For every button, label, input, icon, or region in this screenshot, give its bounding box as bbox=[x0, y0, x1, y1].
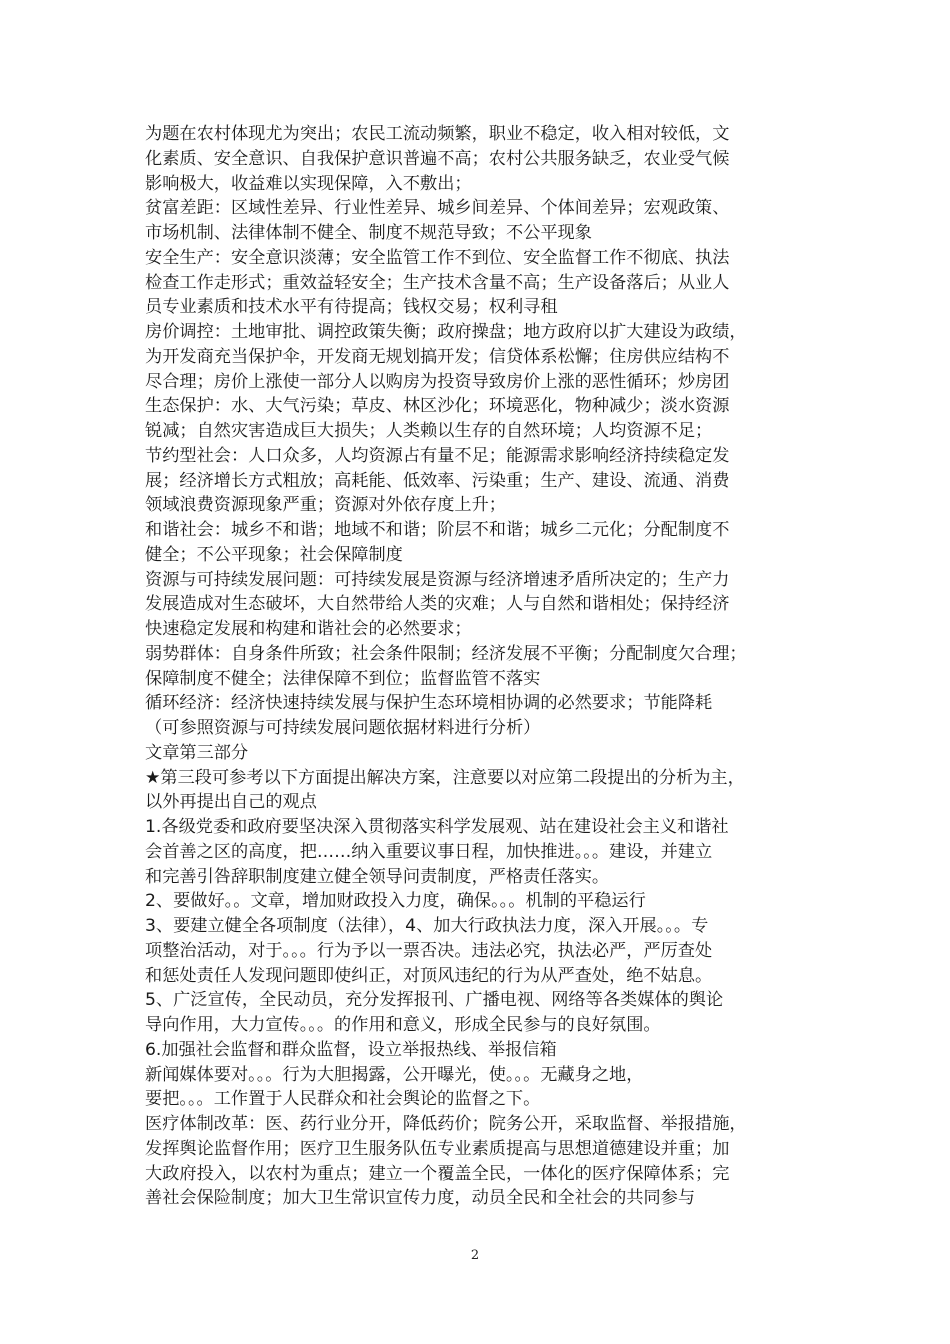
text-line: 弱势群体：自身条件所致；社会条件限制；经济发展不平衡；分配制度欠合理； bbox=[145, 643, 747, 664]
text-line: 展；经济增长方式粗放；高耗能、低效率、污染重；生产、建设、流通、消费 bbox=[145, 470, 730, 491]
text-line: 要把。。。工作置于人民群众和社会舆论的监督之下。 bbox=[145, 1089, 541, 1110]
text-line: 为题在农村体现尤为突出；农民工流动频繁，职业不稳定，收入相对较低，文 bbox=[145, 124, 730, 144]
text-line: 资源与可持续发展问题：可持续发展是资源与经济增速矛盾所决定的；生产力 bbox=[145, 569, 730, 590]
text-line: 新闻媒体要对。。。行为大胆揭露，公开曝光，使。。。无藏身之地， bbox=[145, 1064, 644, 1085]
text-line: ★第三段可参考以下方面提出解决方案，注意要以对应第二段提出的分析为主， bbox=[145, 767, 745, 788]
text-line: 以外再提出自己的观点 bbox=[145, 792, 317, 813]
text-line: 发挥舆论监督作用；医疗卫生服务队伍专业素质提高与思想道德建设并重；加 bbox=[145, 1138, 730, 1159]
text-line: 保障制度不健全；法律保障不到位；监督监管不落实 bbox=[145, 668, 541, 689]
text-line: 导向作用，大力宣传。。。的作用和意义，形成全民参与的良好氛围。 bbox=[145, 1015, 661, 1035]
body-text bbox=[145, 122, 817, 1211]
text-line: 发展造成对生态破坏，大自然带给人类的灾难；人与自然和谐相处；保持经济 bbox=[145, 594, 730, 615]
text-line: 会首善之区的高度，把……纳入重要议事日程，加快推进。。。建设，并建立 bbox=[145, 841, 713, 862]
text-line: 快速稳定发展和构建和谐社会的必然要求； bbox=[145, 619, 472, 639]
text-line: 检查工作走形式；重效益轻安全；生产技术含量不高；生产设备落后；从业人 bbox=[145, 272, 730, 293]
text-line: 尽合理；房价上涨使一部分人以购房为投资导致房价上涨的恶性循环；炒房团 bbox=[145, 371, 730, 392]
text-line: 和谐社会：城乡不和谐；地域不和谐；阶层不和谐；城乡二元化；分配制度不 bbox=[145, 520, 730, 540]
text-line: 化素质、安全意识、自我保护意识普遍不高；农村公共服务缺乏，农业受气候 bbox=[145, 148, 730, 169]
text-line: 6.加强社会监督和群众监督，设立举报热线、举报信箱 bbox=[145, 1039, 557, 1060]
section-heading: 文章第三部分 bbox=[145, 742, 249, 763]
text-line: 大政府投入，以农村为重点；建立一个覆盖全民，一体化的医疗保障体系；完 bbox=[145, 1163, 730, 1184]
text-line: 3、要建立健全各项制度（法律），4、加大行政执法力度，深入开展。。。专 bbox=[145, 916, 709, 936]
text-line: 1.各级党委和政府要坚决深入贯彻落实科学发展观、站在建设社会主义和谐社 bbox=[145, 817, 729, 837]
text-line: 员专业素质和技术水平有待提高；钱权交易；权利寻租 bbox=[145, 297, 558, 318]
text-line: 市场机制、法律体制不健全、制度不规范导致；不公平现象 bbox=[145, 223, 592, 243]
text-line: 锐减；自然灾害造成巨大损失；人类赖以生存的自然环境；人均资源不足； bbox=[145, 421, 713, 441]
text-line: 医疗体制改革：医、药行业分开，降低药价；院务公开，采取监督、举报措施， bbox=[145, 1114, 747, 1134]
text-line: 影响极大，收益难以实现保障，入不敷出； bbox=[145, 173, 472, 194]
text-line: （可参照资源与可持续发展问题依据材料进行分析） bbox=[145, 718, 541, 738]
text-line: 2、要做好。。文章，增加财政投入力度，确保。。。机制的平稳运行 bbox=[145, 891, 646, 912]
text-line: 房价调控：土地审批、调控政策失衡；政府操盘；地方政府以扩大建设为政绩， bbox=[145, 322, 747, 342]
text-line: 贫富差距：区域性差异、行业性差异、城乡间差异、个体间差异；宏观政策、 bbox=[145, 198, 730, 219]
text-line: 循环经济：经济快速持续发展与保护生态环境相协调的必然要求；节能降耗 bbox=[145, 693, 713, 714]
text-line: 健全；不公平现象；社会保障制度 bbox=[145, 544, 403, 565]
text-line: 领域浪费资源现象严重；资源对外依存度上升； bbox=[145, 495, 506, 516]
text-line: 生态保护：水、大气污染；草皮、林区沙化；环境恶化，物种减少；淡水资源 bbox=[145, 396, 730, 417]
page-number: 2 bbox=[470, 1248, 480, 1263]
text-line: 节约型社会：人口众多，人均资源占有量不足；能源需求影响经济持续稳定发 bbox=[145, 445, 730, 466]
text-line: 善社会保险制度；加大卫生常识宣传力度，动员全民和全社会的共同参与 bbox=[145, 1188, 696, 1209]
text-line: 和惩处责任人发现问题即使纠正，对顶风违纪的行为从严查处，绝不姑息。 bbox=[145, 965, 713, 986]
text-line: 为开发商充当保护伞，开发商无规划搞开发；信贷体系松懈；住房供应结构不 bbox=[145, 346, 730, 367]
text-line: 安全生产：安全意识淡薄；安全监管工作不到位、安全监督工作不彻底、执法 bbox=[145, 247, 730, 268]
text-line: 和完善引咎辞职制度建立健全领导问责制度，严格责任落实。 bbox=[145, 866, 610, 887]
text-line: 5、广泛宣传，全民动员，充分发挥报刊、广播电视、网络等各类媒体的舆论 bbox=[145, 990, 724, 1011]
text-line: 项整治活动，对于。。。行为予以一票否决。违法必究，执法必严，严厉查处 bbox=[145, 940, 713, 961]
